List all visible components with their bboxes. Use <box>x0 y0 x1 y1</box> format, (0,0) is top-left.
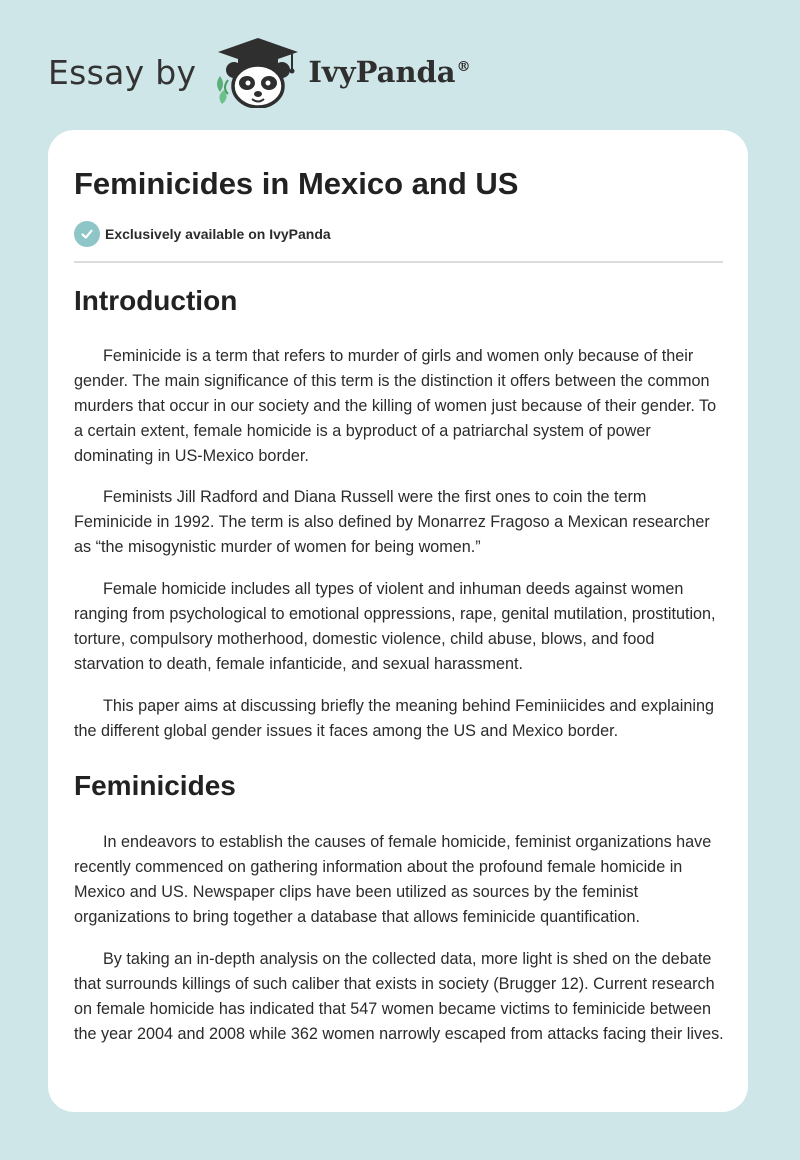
essay-card <box>48 130 748 1112</box>
paragraph: Female homicide includes all types of violent and inhuman deeds against women ranging from psychological to emotional oppressions, rape, genital mutilation, prostitution, torture, compulsory motherhood, domestic violence, child abuse, blows, and food starvation to death, female infanticide, and sexual harassment. <box>74 580 716 673</box>
divider <box>74 261 723 263</box>
section-introduction <box>74 280 724 744</box>
section-feminicides <box>74 765 724 1047</box>
paragraph: Feminists Jill Radford and Diana Russell were the first ones to coin the term Feminicide in 1992. The term is also defined by Monarrez Fragoso a Mexican researcher as “the misogynistic murder of women for being women.” <box>74 488 710 556</box>
panda-logo-icon <box>212 36 304 108</box>
brand-header <box>48 36 471 108</box>
section-heading: Feminicides <box>74 770 236 801</box>
paragraph: In endeavors to establish the causes of female homicide, feminist organizations have recently commenced on gathering information about the profound female homicide in Mexico and US. Newspaper clips have been utilized as sources by the feminist organizations to bring together a database that allows feminicide quantification. <box>74 833 712 926</box>
check-icon <box>74 221 100 247</box>
brand-prefix: Essay by <box>48 52 197 92</box>
registered-mark: ® <box>456 59 471 76</box>
essay-content <box>74 280 724 1047</box>
exclusive-badge <box>74 221 331 247</box>
badge-text: Exclusively available on IvyPanda <box>105 226 331 242</box>
brand-name-text: IvyPanda <box>308 55 456 89</box>
paragraph: By taking an in-depth analysis on the collected data, more light is shed on the debate that surrounds killings of such caliber that exists in society (Brugger 12). Current research on female homicide has indicated that 547 women became victims to feminicide between the year 2004 and 2008 while 362 women narrowly escaped from attacks facing their lives. <box>74 950 724 1043</box>
paragraph: Feminicide is a term that refers to murder of girls and women only because of their gender. The main significance of this term is the distinction it offers between the common murders that occur in our society and the killing of women just because of their gender. To a certain extent, female homicide is a byproduct of a patriarchal system of power dominating in US-Mexico border. <box>74 347 717 465</box>
page-title: Feminicides in Mexico and US <box>74 166 519 201</box>
brand-name <box>308 55 470 89</box>
section-heading: Introduction <box>74 285 238 316</box>
paragraph: This paper aims at discussing briefly the meaning behind Feminiicides and explaining the different global gender issues it faces among the US and Mexico border. <box>74 697 714 740</box>
